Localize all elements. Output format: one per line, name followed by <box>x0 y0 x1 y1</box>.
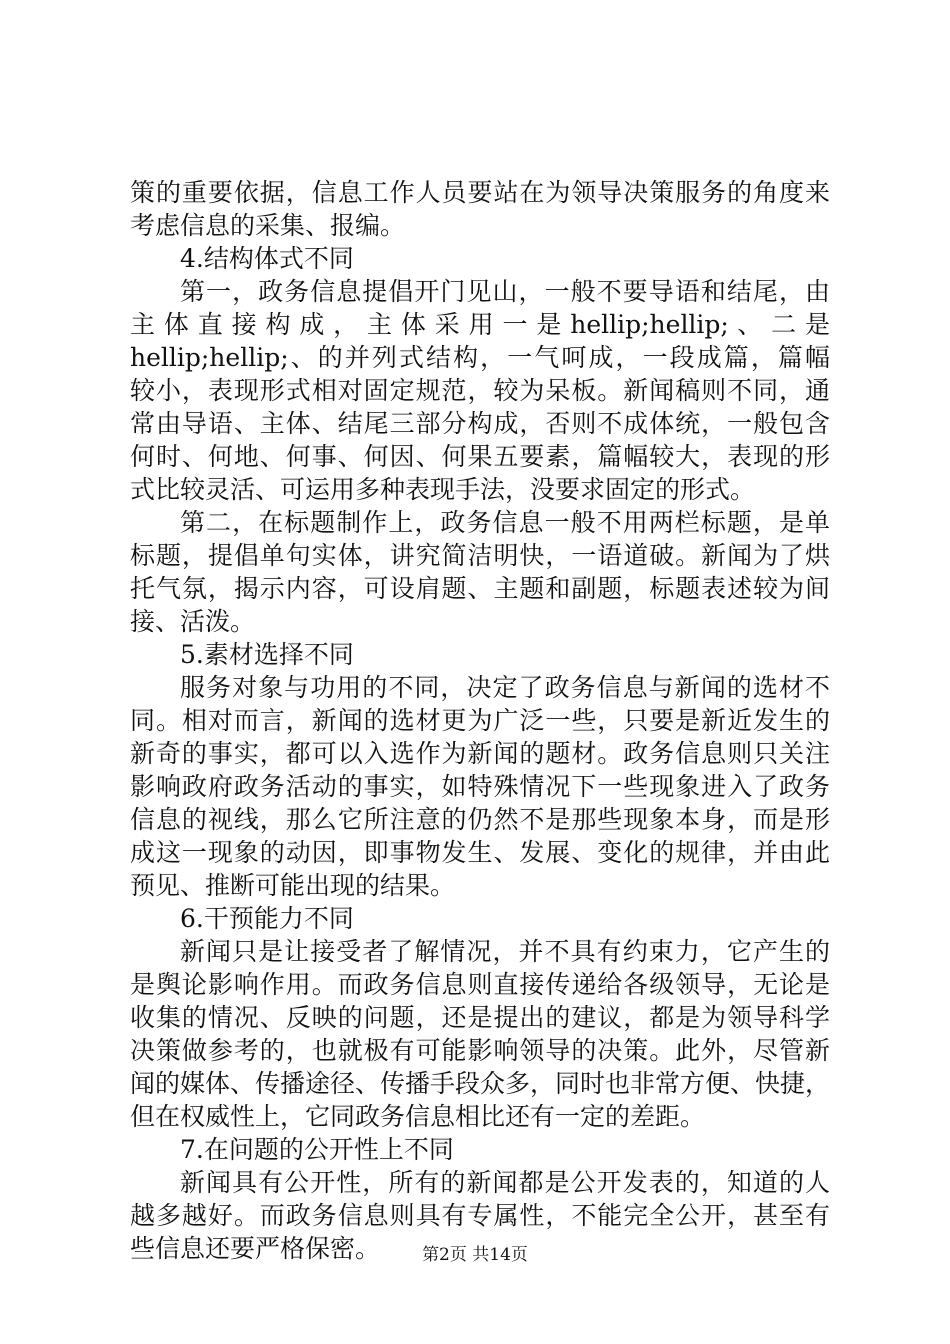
page-footer <box>0 1244 950 1266</box>
page-number-label: 第2页 共14页 <box>422 1245 528 1265</box>
text-line: 第一，政务信息提倡开门见山，一般不要导语和结尾，由 <box>180 277 830 306</box>
text-line: 接、活泼。 <box>130 607 256 636</box>
text-line: 预见、推断可能出现的结果。 <box>130 871 456 900</box>
text-line: 影响政府政务活动的事实，如特殊情况下一些现象进入了政务 <box>130 772 830 801</box>
text-line: 信息的视线，那么它所注意的仍然不是那些现象本身，而是形 <box>130 805 830 834</box>
text-line: hellip;hellip;、的并列式结构，一气呵成，一段成篇，篇幅 <box>130 343 830 372</box>
text-line: 同。相对而言，新闻的选材更为广泛一些，只要是新近发生的 <box>130 706 830 735</box>
text-line: 6.干预能力不同 <box>180 904 354 933</box>
text-line: 标题，提倡单句实体，讲究简洁明快，一语道破。新闻为了烘 <box>130 541 830 570</box>
text-line: 何时、何地、何事、何因、何果五要素，篇幅较大，表现的形 <box>130 442 830 471</box>
text-line: 7.在问题的公开性上不同 <box>180 1135 454 1164</box>
document-body <box>130 176 830 1265</box>
text-line: 式比较灵活、可运用多种表现手法，没要求固定的形式。 <box>130 475 756 504</box>
text-line: 新闻只是让接受者了解情况，并不具有约束力，它产生的 <box>180 937 830 966</box>
text-line: 但在权威性上，它同政务信息相比还有一定的差距。 <box>130 1102 706 1131</box>
text-line: 收集的情况、反映的问题，还是提出的建议，都是为领导科学 <box>130 1003 830 1032</box>
text-line: 托气氛，揭示内容，可设肩题、主题和副题，标题表述较为间 <box>130 574 830 603</box>
text-line: 越多越好。而政务信息则具有专属性，不能完全公开，甚至有 <box>130 1201 830 1230</box>
text-line: 较小，表现形式相对固定规范，较为呆板。新闻稿则不同，通 <box>130 376 830 405</box>
text-line: 些信息还要严格保密。 <box>130 1234 381 1263</box>
text-line: 新闻具有公开性，所有的新闻都是公开发表的，知道的人 <box>180 1168 830 1197</box>
text-line: 成这一现象的动因，即事物发生、发展、变化的规律，并由此 <box>130 838 830 867</box>
text-line: 服务对象与功用的不同，决定了政务信息与新闻的选材不 <box>180 673 830 702</box>
text-line: 闻的媒体、传播途径、传播手段众多，同时也非常方便、快捷， <box>130 1069 830 1098</box>
text-line: 主 体 直 接 构 成 ， 主 体 采 用 一 是 hellip;hellip; 、 二 是 <box>130 310 830 339</box>
text-line: 常由导语、主体、结尾三部分构成，否则不成体统，一般包含 <box>130 409 830 438</box>
text-line: 5.素材选择不同 <box>180 640 354 669</box>
text-line: 决策做参考的，也就极有可能影响领导的决策。此外，尽管新 <box>130 1036 830 1065</box>
text-line: 是舆论影响作用。而政务信息则直接传递给各级领导，无论是 <box>130 970 830 999</box>
text-line: 新奇的事实，都可以入选作为新闻的题材。政务信息则只关注 <box>130 739 830 768</box>
text-line: 策的重要依据，信息工作人员要站在为领导决策服务的角度来 <box>130 178 830 207</box>
text-line: 考虑信息的采集、报编。 <box>130 211 406 240</box>
text-line: 第二，在标题制作上，政务信息一般不用两栏标题，是单 <box>180 508 830 537</box>
text-line: 4.结构体式不同 <box>180 244 354 273</box>
